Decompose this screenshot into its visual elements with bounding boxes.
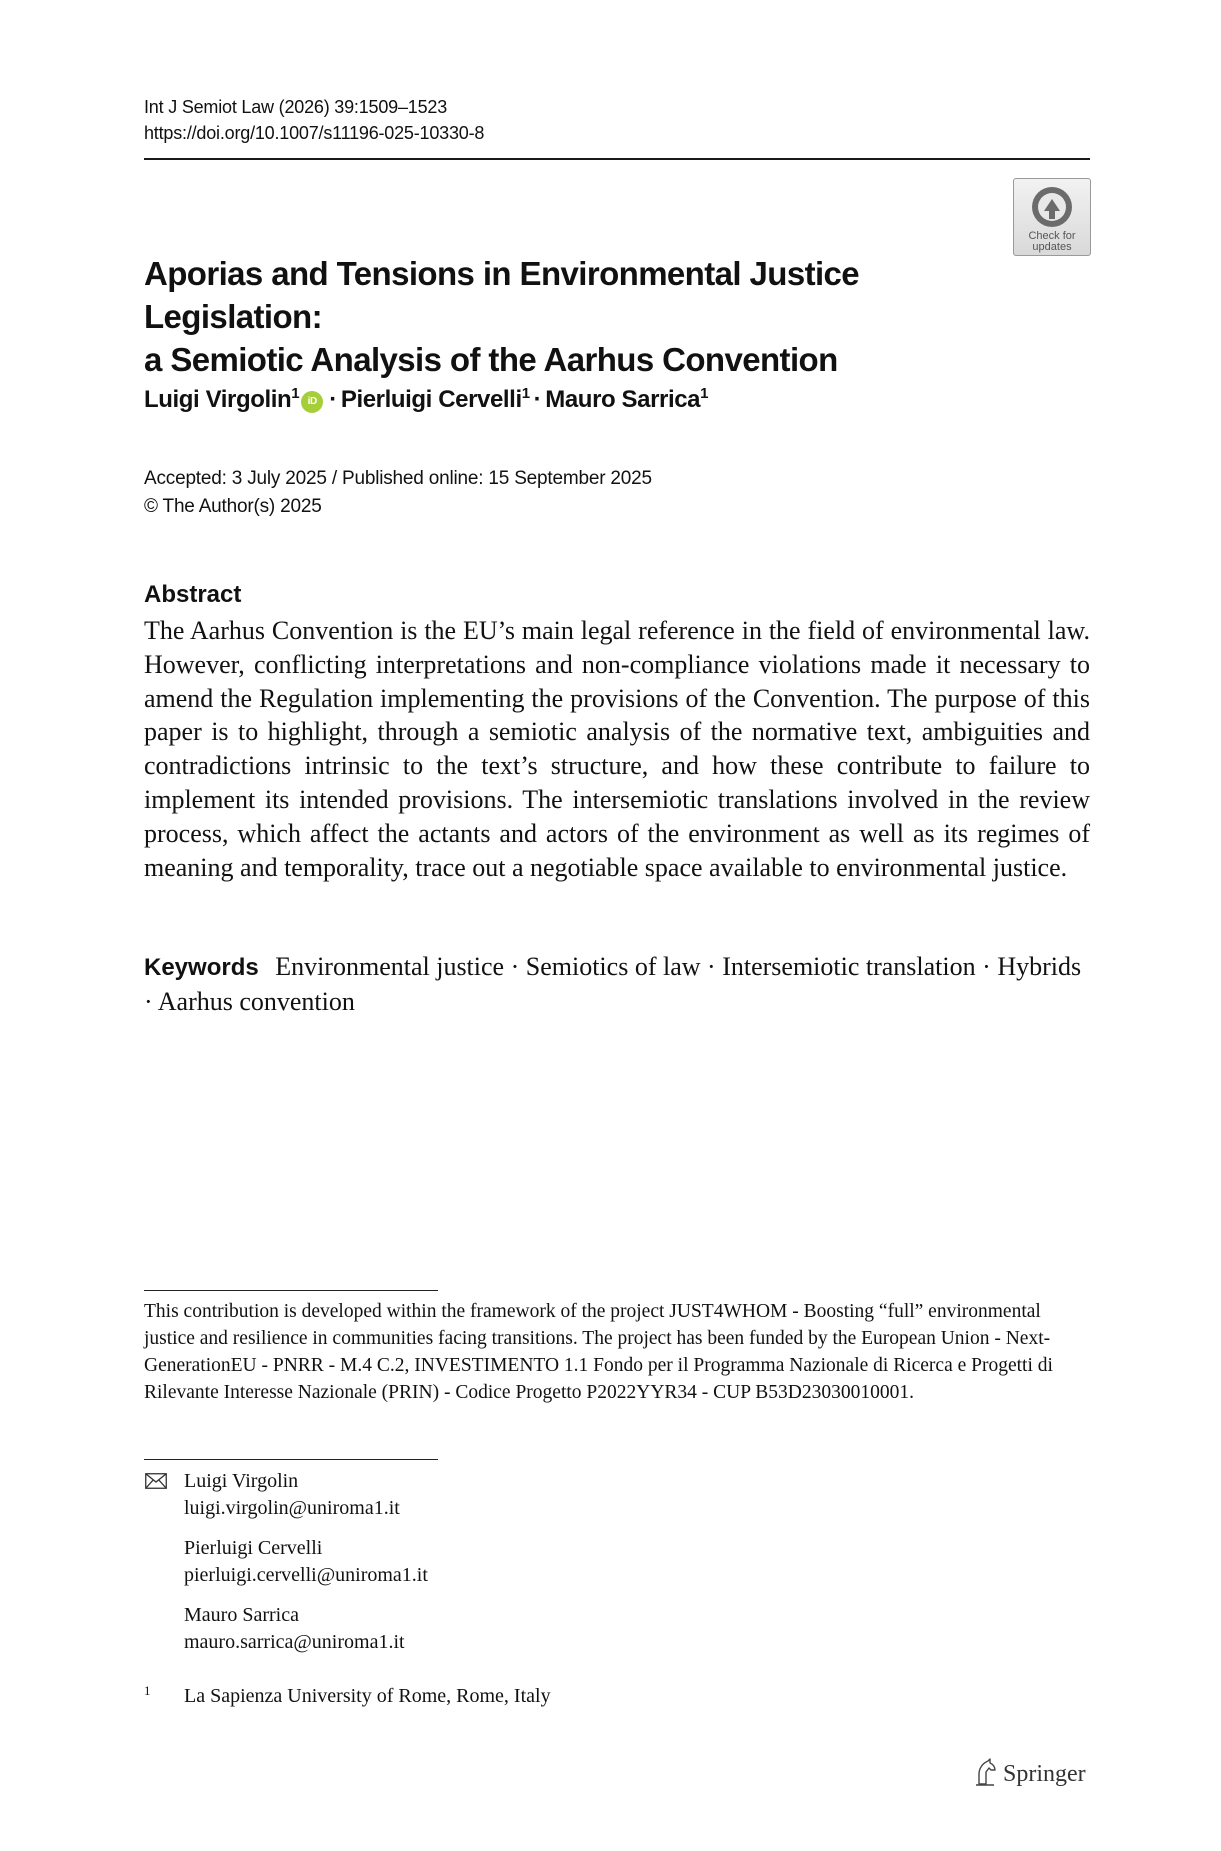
affiliation-text: La Sapienza University of Rome, Rome, Italy	[184, 1685, 551, 1707]
keywords-label: Keywords	[144, 954, 259, 981]
author-name: Mauro Sarrica	[545, 386, 701, 413]
journal-citation: Int J Semiot Law (2026) 39:1509–1523	[144, 97, 448, 117]
check-for-updates-badge[interactable]	[1013, 178, 1091, 256]
funding-footnote: This contribution is developed within the framework of the project JUST4WHOM - Boosting “full” environmental justice and resilience in communities facing transitions. The project has been funded by the European Union - Next-GenerationEU - PNRR - M.4 C.2, INVESTIMENTO 1.1 Fondo per il Programma Nazionale di Ricerca e Progetti di Rilevante Interesse Nazionale (PRIN) - Codice Progetto P2022YYR34 - CUP B53D23030010001.	[144, 1301, 1053, 1403]
envelope-icon	[145, 1473, 167, 1489]
copyright-line: © The Author(s) 2025	[144, 496, 322, 517]
journal-header	[144, 94, 484, 146]
author-name: Pierluigi Cervelli	[340, 386, 522, 413]
keywords-section	[144, 950, 1090, 1019]
author-affiliation-marker: 1	[521, 385, 530, 402]
publication-dates	[144, 465, 652, 521]
title-line-1: Aporias and Tensions in Environmental Justice Legislation:	[144, 255, 860, 335]
keyword-separator: ·	[510, 952, 520, 981]
contact-name: Mauro Sarrica	[184, 1604, 299, 1626]
title-line-2: a Semiotic Analysis of the Aarhus Convention	[144, 341, 838, 378]
orcid-icon[interactable]: iD	[301, 391, 323, 413]
check-updates-label: Check for updates	[1028, 230, 1076, 253]
author-affiliation-marker: 1	[700, 385, 709, 402]
accepted-published-dates: Accepted: 3 July 2025 / Published online: 15 September 2025	[144, 468, 652, 489]
author-separator: ·	[329, 386, 337, 413]
keyword: Semiotics of law	[525, 952, 701, 981]
keyword-separator: ·	[982, 952, 991, 981]
springer-horse-icon	[973, 1758, 997, 1786]
footnote-rule	[144, 1290, 438, 1291]
publisher-name: Springer	[1003, 1761, 1086, 1787]
contact-entry	[144, 1535, 428, 1589]
contact-entry	[144, 1602, 428, 1656]
contact-entry	[144, 1468, 428, 1522]
check-updates-icon	[1030, 185, 1074, 229]
doi-link[interactable]: https://doi.org/10.1007/s11196-025-10330-8	[144, 123, 485, 143]
keyword-separator: ·	[144, 987, 153, 1016]
header-rule	[144, 158, 1090, 160]
author-list	[144, 383, 708, 417]
abstract-heading: Abstract	[144, 581, 242, 608]
article-title	[144, 252, 1004, 381]
keyword: Aarhus convention	[157, 987, 355, 1016]
affiliation: 1 La Sapienza University of Rome, Rome, Italy	[144, 1683, 551, 1707]
contact-name: Pierluigi Cervelli	[184, 1537, 323, 1559]
publisher-logo	[973, 1758, 1086, 1789]
abstract-text: The Aarhus Convention is the EU’s main legal reference in the field of environmental law. However, conflicting interpretations and non-compliance violations made it necessary to amend the Regulation implementing the provisions of the Convention. The purpose of this paper is to highlight, through a semiotic analysis of the normative text, ambiguities and contradictions intrinsic to the text’s structure, and how these contribute to failure to implement its intended provisions. The intersemiotic translations involved in the review process, which affect the actants and actors of the environment as well as its regimes of meaning and temporality, trace out a negotiable space available to environmental justice.	[144, 616, 1090, 882]
contact-rule	[144, 1459, 438, 1460]
author-separator: ·	[533, 386, 542, 413]
keyword-separator: ·	[707, 952, 716, 981]
contact-email[interactable]: luigi.virgolin@uniroma1.it	[184, 1497, 400, 1519]
keyword: Environmental justice	[275, 952, 505, 981]
contact-email[interactable]: pierluigi.cervelli@uniroma1.it	[184, 1564, 428, 1586]
contact-name: Luigi Virgolin	[184, 1470, 299, 1492]
keyword: Hybrids	[997, 952, 1082, 981]
keyword: Intersemiotic translation	[722, 952, 976, 981]
author-affiliation-marker: 1	[291, 385, 300, 402]
contact-email[interactable]: mauro.sarrica@uniroma1.it	[184, 1631, 405, 1653]
corresponding-authors	[144, 1468, 428, 1669]
author-name: Luigi Virgolin	[144, 386, 292, 413]
